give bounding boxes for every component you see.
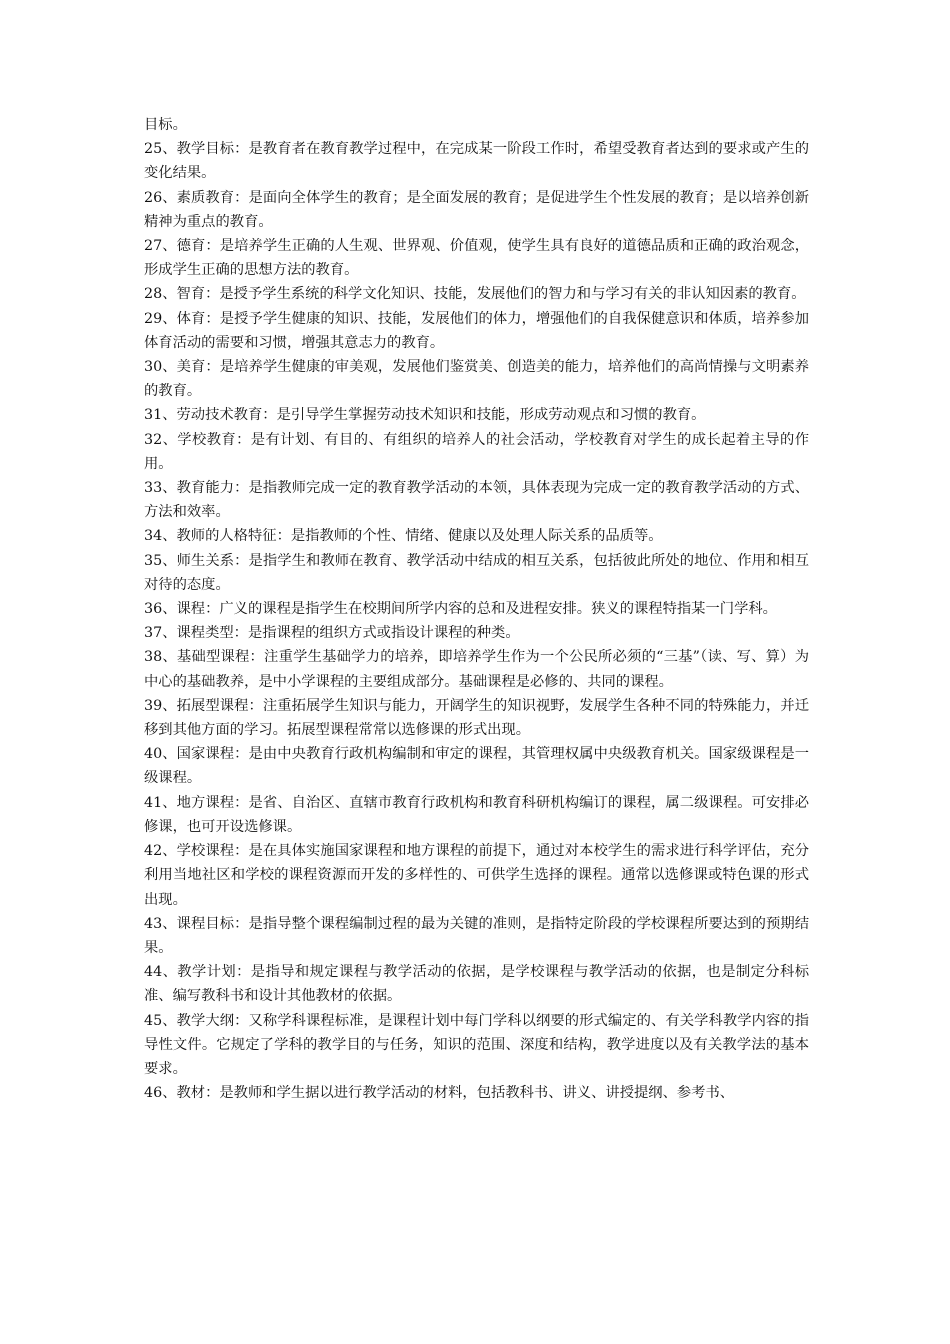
definition-33-educational-ability: 33、教育能力：是指教师完成一定的教育教学活动的本领，具体表现为完成一定的教育教学活动的方式、方法和效率。 (144, 480, 809, 521)
paragraph-fragment-head: 目标。 (144, 117, 187, 133)
definition-29-physical-education: 29、体育：是授予学生健康的知识、技能，发展他们的体力，增强他们的自我保健意识和体质，培养参加体育活动的需要和习惯，增强其意志力的教育。 (144, 310, 809, 351)
definition-38-basic-curriculum: 38、基础型课程：注重学生基础学力的培养，即培养学生作为一个公民所必须的“三基”（读、写、算）为中心的基础教养，是中小学课程的主要组成部分。基础课程是必修的、共同的课程。 (144, 649, 809, 690)
definition-26-quality-education: 26、素质教育：是面向全体学生的教育；是全面发展的教育；是促进学生个性发展的教育；是以培养创新精神为重点的教育。 (144, 189, 809, 230)
definition-40-national-curriculum: 40、国家课程：是由中央教育行政机构编制和审定的课程，其管理权属中央级教育机关。国家级课程是一级课程。 (144, 746, 809, 787)
definition-37-curriculum-type: 37、课程类型：是指课程的组织方式或指设计课程的种类。 (144, 625, 520, 642)
definition-36-curriculum: 36、课程：广义的课程是指学生在校期间所学内容的总和及进程安排。狭义的课程特指某一门学科。 (144, 601, 777, 618)
definition-30-aesthetic-education: 30、美育：是培养学生健康的审美观，发展他们鉴赏美、创造美的能力，培养他们的高尚情操与文明素养的教育。 (144, 359, 809, 400)
definition-45-syllabus: 45、教学大纲：又称学科课程标准，是课程计划中每门学科以纲要的形式编定的、有关学科教学内容的指导性文件。它规定了学科的教学目的与任务，知识的范围、深度和结构，教学进度以及有关教学法的基本要求。 (144, 1012, 809, 1077)
definition-35-teacher-student-relationship: 35、师生关系：是指学生和教师在教育、教学活动中结成的相互关系，包括彼此所处的地位、作用和相互对待的态度。 (144, 552, 809, 593)
document-body (144, 113, 809, 1105)
definition-41-local-curriculum: 41、地方课程：是省、自治区、直辖市教育行政机构和教育科研机构编订的课程，属二级课程。可安排必修课，也可开设选修课。 (144, 794, 809, 835)
definition-34-teacher-personality: 34、教师的人格特征：是指教师的个性、情绪、健康以及处理人际关系的品质等。 (144, 528, 663, 545)
definition-27-moral-education: 27、德育：是培养学生正确的人生观、世界观、价值观，使学生具有良好的道德品质和正确的政治观念，形成学生正确的思想方法的教育。 (144, 238, 809, 279)
definition-43-curriculum-goal: 43、课程目标：是指导整个课程编制过程的最为关键的准则，是指特定阶段的学校课程所要达到的预期结果。 (144, 915, 809, 956)
definition-25-teaching-goal: 25、教学目标：是教育者在教育教学过程中，在完成某一阶段工作时，希望受教育者达到的要求或产生的变化结果。 (144, 141, 809, 182)
definition-44-teaching-plan: 44、教学计划：是指导和规定课程与教学活动的依据，是学校课程与教学活动的依据，也是制定分科标准、编写教科书和设计其他教材的依据。 (144, 964, 809, 1005)
definition-42-school-curriculum: 42、学校课程：是在具体实施国家课程和地方课程的前提下，通过对本校学生的需求进行科学评估，充分利用当地社区和学校的课程资源而开发的多样性的、可供学生选择的课程。通常以选修课或特色课的形式出现。 (144, 843, 809, 908)
definition-32-school-education: 32、学校教育：是有计划、有目的、有组织的培养人的社会活动，学校教育对学生的成长起着主导的作用。 (144, 431, 809, 472)
definition-31-labor-technology-education: 31、劳动技术教育：是引导学生掌握劳动技术知识和技能，形成劳动观点和习惯的教育。 (144, 407, 706, 424)
definition-39-extended-curriculum: 39、拓展型课程：注重拓展学生知识与能力，开阔学生的知识视野，发展学生各种不同的特殊能力，并迁移到其他方面的学习。拓展型课程常常以选修课的形式出现。 (144, 697, 809, 739)
definition-46-teaching-material: 46、教材：是教师和学生据以进行教学活动的材料，包括教科书、讲义、讲授提纲、参考书、 (144, 1085, 735, 1102)
definition-28-intellectual-education: 28、智育：是授予学生系统的科学文化知识、技能，发展他们的智力和与学习有关的非认知因素的教育。 (144, 286, 806, 303)
